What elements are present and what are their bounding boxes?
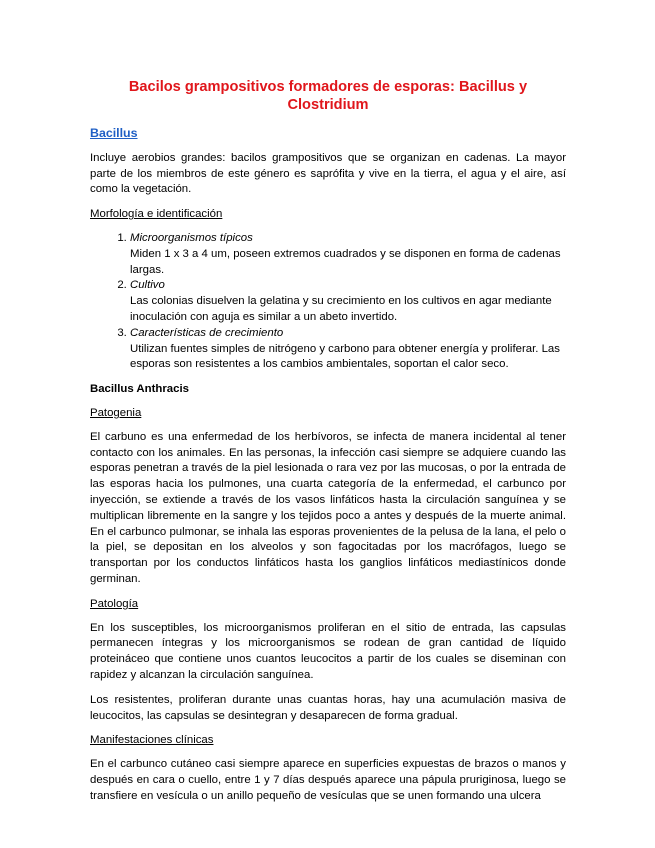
subheading-morfologia: Morfología e identificación: [90, 208, 223, 221]
section-heading-anthracis: Bacillus Anthracis: [90, 383, 189, 396]
section-heading-bacillus[interactable]: Bacillus: [90, 126, 138, 140]
list-item-text: Las colonias disuelven la gelatina y su crecimiento en los cultivos en agar mediante inoculación con aguja es similar a un abeto invertido.: [130, 295, 552, 323]
list-item-text: Utilizan fuentes simples de nitrógeno y carbono para obtener energía y proliferar. Las esporas son resistentes a los cambios ambientales, soportan el calor seco.: [130, 342, 560, 371]
bacillus-intro: Incluye aerobios grandes: bacilos grampositivos que se organizan en cadenas. La mayor parte de los miembros de este género es saprófita y vive en la tierra, el agua y el aire, así como la vegetación.: [90, 151, 566, 196]
list-item-text: Miden 1 x 3 a 4 um, poseen extremos cuadrados y se disponen en forma de cadenas largas.: [130, 247, 561, 276]
list-item-title: 2. Cultivo: [130, 279, 165, 292]
list-item: [130, 231, 566, 278]
document-page: [90, 78, 566, 813]
patogenia-text: El carbuno es una enfermedad de los herbívoros, se infecta de manera incidental al tener contacto con los animales. En las personas, la infección casi siempre se adquiere cuando las esporas penetran a través de la piel lesionada o rara vez por las mucosas, o por la entrada de las esporas hacia los pulmones, una cuarta categoría de la enfermedad, el carbunco por inyección, se extiende a través de los vasos linfáticos hasta la circulación sanguínea y se multiplican libremente en la sangre y los tejidos poco a antes y después de la muerte animal. En el carbunco pulmonar, se inhala las esporas provenientes de la pelusa de la lana, el pelo o la piel, se depositan en los alveolos y son fagocitadas por los macrófagos, luego se transportan por los conductos linfáticos hasta los ganglios linfáticos mediastínicos donde germinan.: [90, 430, 566, 585]
document-title: Bacilos grampositivos formadores de esporas: Bacillus y Clostridium: [128, 79, 528, 113]
patologia-text-2: Los resistentes, proliferan durante unas cuantas horas, hay una acumulación masiva de leucocitos, las capsulas se desintegran y desaparecen de forma gradual.: [90, 693, 566, 722]
list-item-title: 1. Microorganismos típicos: [130, 231, 253, 244]
list-item-title: 3. Características de crecimiento: [130, 326, 284, 339]
patologia-text-1: En los susceptibles, los microorganismos proliferan en el sitio de entrada, las capsulas permanecen íntegras y los microorganismos se rodean de gran cantidad de líquido proteináceo que contiene unos cuantos leucocitos a partir de los cuales se diseminan con rapidez y alcanzan la circulación sanguínea.: [90, 621, 566, 681]
list-item: [130, 326, 566, 373]
list-item: [130, 278, 566, 325]
morphology-list: [90, 231, 566, 373]
subheading-patogenia: Patogenia: [90, 406, 142, 419]
subheading-manifestaciones: Manifestaciones clínicas: [90, 734, 214, 747]
subheading-patologia: Patología: [90, 597, 139, 610]
manifestaciones-text: En el carbunco cutáneo casi siempre aparece en superficies expuestas de brazos o manos y después en cara o cuello, entre 1 y 7 días después aparece una pápula pruriginosa, luego se transfiere en vesícula o un anillo pequeño de vesículas que se unen formando una ulcera: [90, 758, 566, 802]
